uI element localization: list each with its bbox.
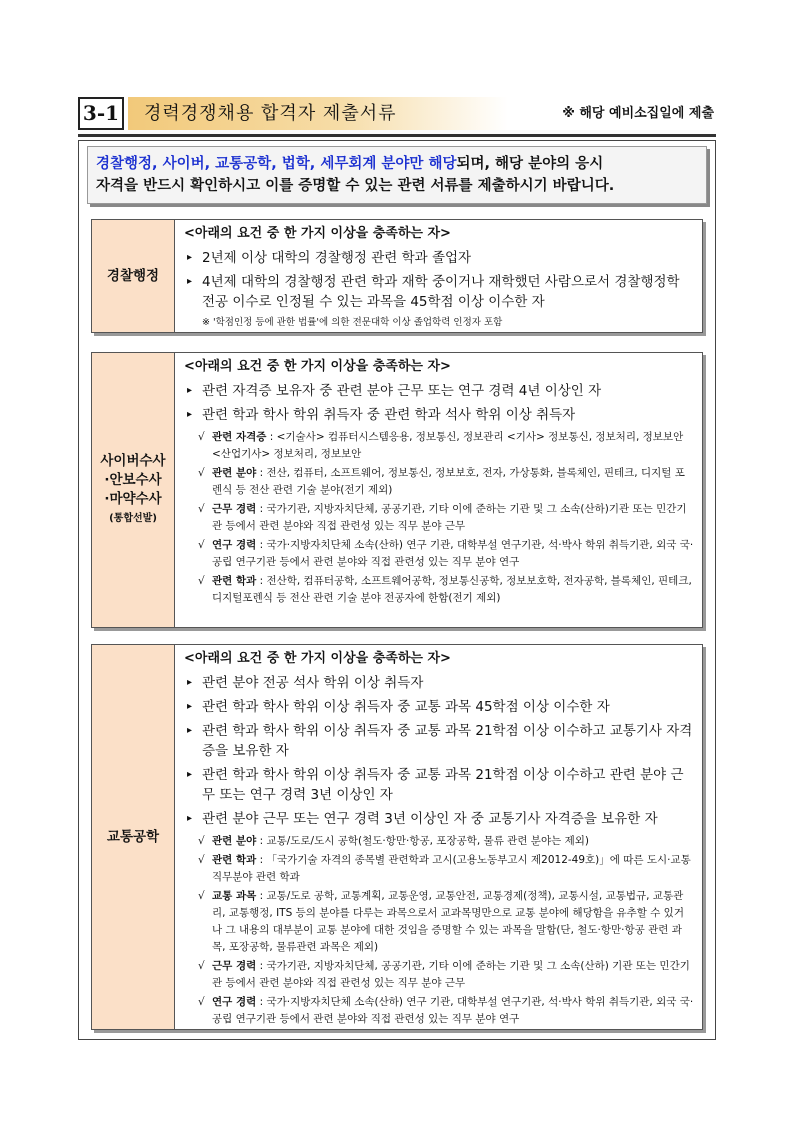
notice-box (87, 146, 707, 204)
section-header (78, 97, 716, 133)
definition-item (184, 833, 694, 850)
definition-item (184, 852, 694, 886)
footnote: ※ '학점인정 등에 관한 법률'에 의한 전문대학 이상 졸업학력 인정자 포함 (202, 317, 503, 328)
definition-item (184, 888, 694, 956)
section-cyber-investigation (91, 352, 703, 628)
definition-term: 연구 경력 (212, 996, 257, 1008)
definition-term: 관련 학과 (212, 575, 257, 587)
section-label (92, 645, 175, 1029)
condition-heading: <아래의 요건 중 한 가지 이상을 충족하는 자> (184, 226, 451, 241)
header-divider (78, 134, 716, 137)
requirement-item: ▸ 관련 학과 학사 학위 이상 취득자 중 교통 과목 21학점 이상 이수하고 관련 분야 근무 또는 연구 경력 3년 이상인 자 (184, 765, 694, 805)
condition-heading: <아래의 요건 중 한 가지 이상을 충족하는 자> (184, 359, 451, 374)
requirement-item: ▸ 관련 학과 학사 학위 취득자 중 관련 학과 석사 학위 이상 취득자 (184, 405, 694, 425)
definition-text: : <기술사> 컴퓨터시스템응용, 정보통신, 정보관리 <기사> 정보통신, 정보처리, 정보보안 <산업기사> 정보처리, 정보보안 (212, 431, 684, 460)
definition-text: : 국가기관, 지방자치단체, 공공기관, 기타 이에 준하는 기관 및 그 소속(산하)기관 또는 민간기관 등에서 관련 분야와 직접 관련성 있는 직무 분야 근무 (212, 503, 687, 532)
requirement-item: ▸ 관련 분야 근무 또는 연구 경력 3년 이상인 자 중 교통기사 자격증을 보유한 자 (184, 809, 694, 829)
section-label-sub: (통합선발) (109, 513, 157, 524)
section-traffic-engineering (91, 644, 703, 1030)
section-police-admin (91, 219, 703, 333)
submission-note: ※ 해당 예비소집일에 제출 (562, 106, 714, 121)
definition-text: : 국가기관, 지방자치단체, 공공기관, 기타 이에 준하는 기관 및 그 소속(산하) 기관 또는 민간기관 등에서 관련 분야와 직접 관련성 있는 직무 분야 근무 (212, 960, 690, 989)
definition-item (184, 537, 694, 571)
section-body (175, 645, 702, 1029)
definition-item (184, 958, 694, 992)
notice-rest: 되며, 해당 분야의 응시 (456, 156, 604, 172)
definition-term: 근무 경력 (212, 960, 257, 972)
definition-item (184, 994, 694, 1028)
definition-text: : 전산, 컴퓨터, 소프트웨어, 정보통신, 정보보호, 전자, 가상통화, 블록체인, 핀테크, 디지털 포렌식 등 전산 관련 기술 분야(전기 제외) (212, 467, 685, 496)
definition-term: 관련 자격증 (212, 431, 267, 443)
definition-term: 연구 경력 (212, 539, 257, 551)
section-number: 3-1 (78, 97, 124, 130)
definition-text: : 국가·지방자치단체 소속(산하) 연구 기관, 대학부설 연구기관, 석·박사 학위 취득기관, 외국 국·공립 연구기관 등에서 관련 분야와 직접 관련성 있는 직무 분야 연구 (212, 539, 694, 568)
definition-text: : 교통/도로/도시 공학(철도·항만·항공, 포장공학, 물류 관련 분야는 제외) (256, 835, 589, 847)
definition-item (184, 465, 694, 499)
requirement-item: ▸ 관련 분야 전공 석사 학위 이상 취득자 (184, 673, 694, 693)
definition-text: : 전산학, 컴퓨터공학, 소프트웨어공학, 정보통신공학, 정보보호학, 전자공학, 블록체인, 핀테크, 디지털포렌식 등 전산 관련 기술 분야 전공자에 한함(전기 제외) (212, 575, 692, 604)
section-label (92, 220, 175, 332)
definition-term: 관련 분야 (212, 835, 257, 847)
definition-item (184, 501, 694, 535)
requirement-item: ▸ 관련 학과 학사 학위 이상 취득자 중 교통 과목 21학점 이상 이수하고 교통기사 자격증을 보유한 자 (184, 721, 694, 761)
section-label-line: ·안보수사 (104, 472, 162, 488)
definition-text: : 교통/도로 공학, 교통계획, 교통운영, 교통안전, 교통경제(정책), 교통시설, 교통법규, 교통관리, 교통행정, ITS 등의 분야를 다루는 과목으로서 교과목명만으로 교통 분야에 해당함을 유추할 수 있거나 그 내용의 대부분이 교통 분야에 대한 것임을 증명할 수 있는 과목을 말함(단, 철도·항만·항공 관련 과목, 포장공학, 물류관련 과목은 제외) (212, 890, 684, 953)
section-label-text: 교통공학 (106, 828, 160, 845)
definition-text: : 「국가기술 자격의 종목별 관련학과 고시(고용노동부고시 제2012-49호)」에 따른 도시·교통 직무분야 관련 학과 (212, 854, 691, 883)
notice-line-1 (96, 153, 698, 175)
requirement-item: ▸ 2년제 이상 대학의 경찰행정 관련 학과 졸업자 (184, 248, 694, 268)
definition-item (184, 429, 694, 463)
definition-term: 관련 분야 (212, 467, 257, 479)
condition-heading: <아래의 요건 중 한 가지 이상을 충족하는 자> (184, 651, 451, 666)
definition-term: 교통 과목 (212, 890, 257, 902)
definition-term: 관련 학과 (212, 854, 257, 866)
requirement-item: ▸ 관련 자격증 보유자 중 관련 분야 근무 또는 연구 경력 4년 이상인 자 (184, 381, 694, 401)
definition-item (184, 573, 694, 607)
section-label-line: 사이버수사 (100, 453, 166, 469)
section-label-line: ·마약수사 (104, 491, 162, 507)
requirement-item: ▸ 4년제 대학의 경찰행정 관련 학과 재학 중이거나 재학했던 사람으로서 경찰행정학 전공 이수로 인정될 수 있는 과목을 45학점 이상 이수한 자 (184, 272, 694, 312)
notice-line-2: 자격을 반드시 확인하시고 이를 증명할 수 있는 관련 서류를 제출하시기 바랍니다. (96, 178, 615, 194)
definition-text: : 국가·지방자치단체 소속(산하) 연구 기관, 대학부설 연구기관, 석·박사 학위 취득기관, 외국 국·공립 연구기관 등에서 관련 분야와 직접 관련성 있는 직무 분야 연구 (212, 996, 694, 1025)
section-title: 경력경쟁채용 합격자 제출서류 (128, 97, 508, 130)
section-body (175, 353, 702, 627)
section-label (92, 353, 175, 627)
requirement-item: ▸ 관련 학과 학사 학위 이상 취득자 중 교통 과목 45학점 이상 이수한 자 (184, 697, 694, 717)
section-body (175, 220, 702, 332)
notice-highlight: 경찰행정, 사이버, 교통공학, 법학, 세무회계 분야만 해당 (96, 156, 457, 172)
section-label-text: 경찰행정 (106, 267, 160, 284)
definition-term: 근무 경력 (212, 503, 257, 515)
